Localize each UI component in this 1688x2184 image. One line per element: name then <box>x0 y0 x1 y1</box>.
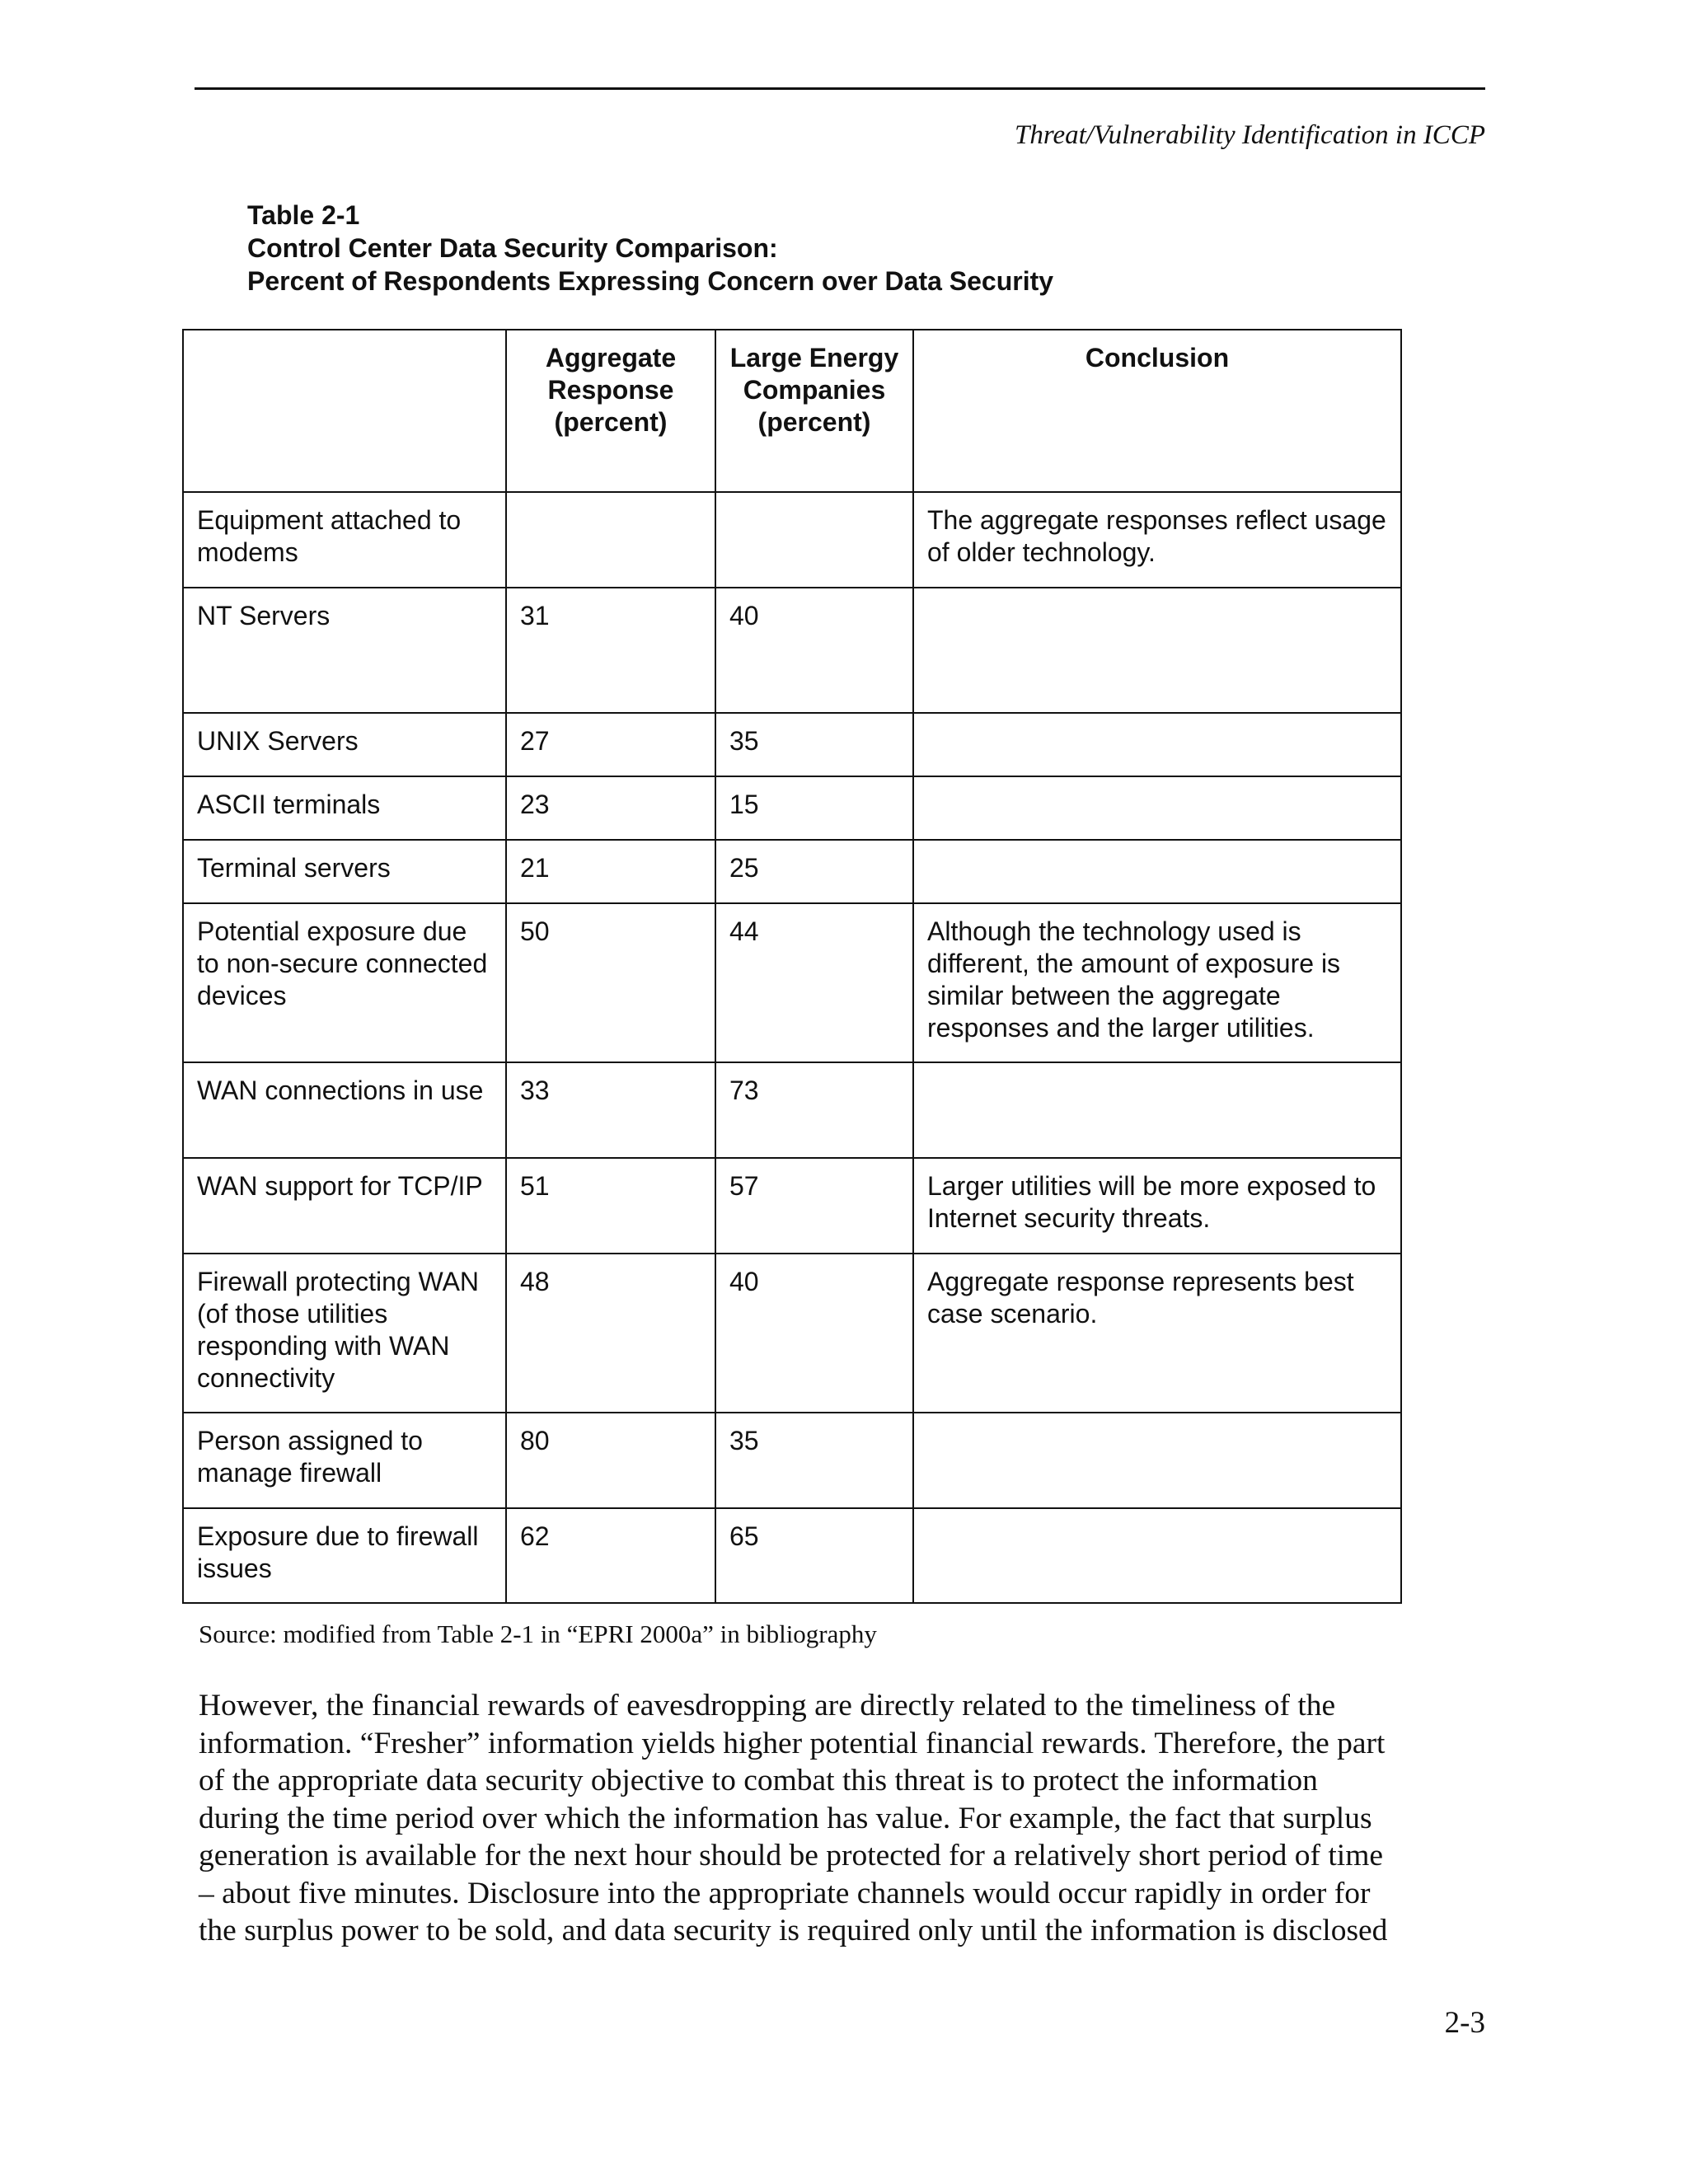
conclusion-text <box>913 713 1401 776</box>
row-label: NT Servers <box>183 588 506 713</box>
large-value <box>715 492 913 588</box>
large-value: 57 <box>715 1158 913 1254</box>
table-header-row <box>183 330 1401 492</box>
conclusion-text <box>913 1062 1401 1158</box>
table-row <box>183 1508 1401 1603</box>
aggregate-value: 31 <box>506 588 715 713</box>
header-conclusion: Conclusion <box>913 330 1401 492</box>
conclusion-text <box>913 1413 1401 1508</box>
large-value: 25 <box>715 840 913 903</box>
conclusion-text: The aggregate responses reflect usage of older technology. <box>913 492 1401 588</box>
running-head: Threat/Vulnerability Identification in ICCP <box>1014 120 1485 150</box>
large-value: 40 <box>715 588 913 713</box>
large-value: 44 <box>715 903 913 1062</box>
table-title-line-2: Percent of Respondents Expressing Concern over Data Security <box>247 266 1054 296</box>
paragraph-line: during the time period over which the information has value. For example, the fact that surplus <box>199 1801 1372 1835</box>
conclusion-text <box>913 776 1401 840</box>
table-row <box>183 840 1401 903</box>
table-title-line-1: Control Center Data Security Comparison: <box>247 233 778 263</box>
large-value: 35 <box>715 713 913 776</box>
table-caption <box>247 199 1053 298</box>
row-label: Person assigned to manage firewall <box>183 1413 506 1508</box>
row-label: Equipment attached to modems <box>183 492 506 588</box>
table-row <box>183 1158 1401 1254</box>
table-row <box>183 492 1401 588</box>
large-value: 15 <box>715 776 913 840</box>
paragraph-line: – about five minutes. Disclosure into the appropriate channels would occur rapidly in order for <box>199 1876 1371 1910</box>
large-value: 73 <box>715 1062 913 1158</box>
table-row <box>183 713 1401 776</box>
security-comparison-table <box>182 329 1402 1604</box>
row-label: WAN connections in use <box>183 1062 506 1158</box>
page-number: 2-3 <box>1444 2006 1485 2040</box>
conclusion-text <box>913 588 1401 713</box>
row-label: Terminal servers <box>183 840 506 903</box>
row-label: Exposure due to firewall issues <box>183 1508 506 1603</box>
row-label: Firewall protecting WAN (of those utilities responding with WAN connectivity <box>183 1254 506 1413</box>
table-row <box>183 1062 1401 1158</box>
paragraph-line: information. “Fresher” information yields higher potential financial rewards. Therefore, the part <box>199 1726 1386 1760</box>
conclusion-text: Although the technology used is different, the amount of exposure is similar between the aggregate responses and the larger utilities. <box>913 903 1401 1062</box>
header-row-label <box>183 330 506 492</box>
conclusion-text <box>913 840 1401 903</box>
aggregate-value: 51 <box>506 1158 715 1254</box>
header-aggregate: Aggregate Response (percent) <box>506 330 715 492</box>
aggregate-value: 27 <box>506 713 715 776</box>
table-row <box>183 1254 1401 1413</box>
conclusion-text: Larger utilities will be more exposed to Internet security threats. <box>913 1158 1401 1254</box>
body-paragraph <box>199 1687 1501 1950</box>
paragraph-line: the surplus power to be sold, and data security is required only until the information is disclosed <box>199 1914 1388 1947</box>
paragraph-line: generation is available for the next hour should be protected for a relatively short period of time <box>199 1839 1384 1872</box>
header-rule <box>195 87 1485 90</box>
aggregate-value: 23 <box>506 776 715 840</box>
aggregate-value: 80 <box>506 1413 715 1508</box>
row-label: UNIX Servers <box>183 713 506 776</box>
aggregate-value <box>506 492 715 588</box>
aggregate-value: 33 <box>506 1062 715 1158</box>
row-label: WAN support for TCP/IP <box>183 1158 506 1254</box>
large-value: 35 <box>715 1413 913 1508</box>
table-number: Table 2-1 <box>247 200 360 230</box>
table-row <box>183 903 1401 1062</box>
header-large-companies: Large Energy Companies (percent) <box>715 330 913 492</box>
aggregate-value: 62 <box>506 1508 715 1603</box>
large-value: 40 <box>715 1254 913 1413</box>
aggregate-value: 50 <box>506 903 715 1062</box>
row-label: ASCII terminals <box>183 776 506 840</box>
aggregate-value: 21 <box>506 840 715 903</box>
table-row <box>183 588 1401 713</box>
table-row <box>183 776 1401 840</box>
row-label: Potential exposure due to non-secure connected devices <box>183 903 506 1062</box>
paragraph-line: However, the financial rewards of eavesdropping are directly related to the timeliness of the <box>199 1689 1336 1722</box>
conclusion-text: Aggregate response represents best case scenario. <box>913 1254 1401 1413</box>
large-value: 65 <box>715 1508 913 1603</box>
source-note: Source: modified from Table 2-1 in “EPRI 2000a” in bibliography <box>199 1619 877 1648</box>
conclusion-text <box>913 1508 1401 1603</box>
table-row <box>183 1413 1401 1508</box>
paragraph-line: of the appropriate data security objective to combat this threat is to protect the information <box>199 1764 1318 1797</box>
aggregate-value: 48 <box>506 1254 715 1413</box>
